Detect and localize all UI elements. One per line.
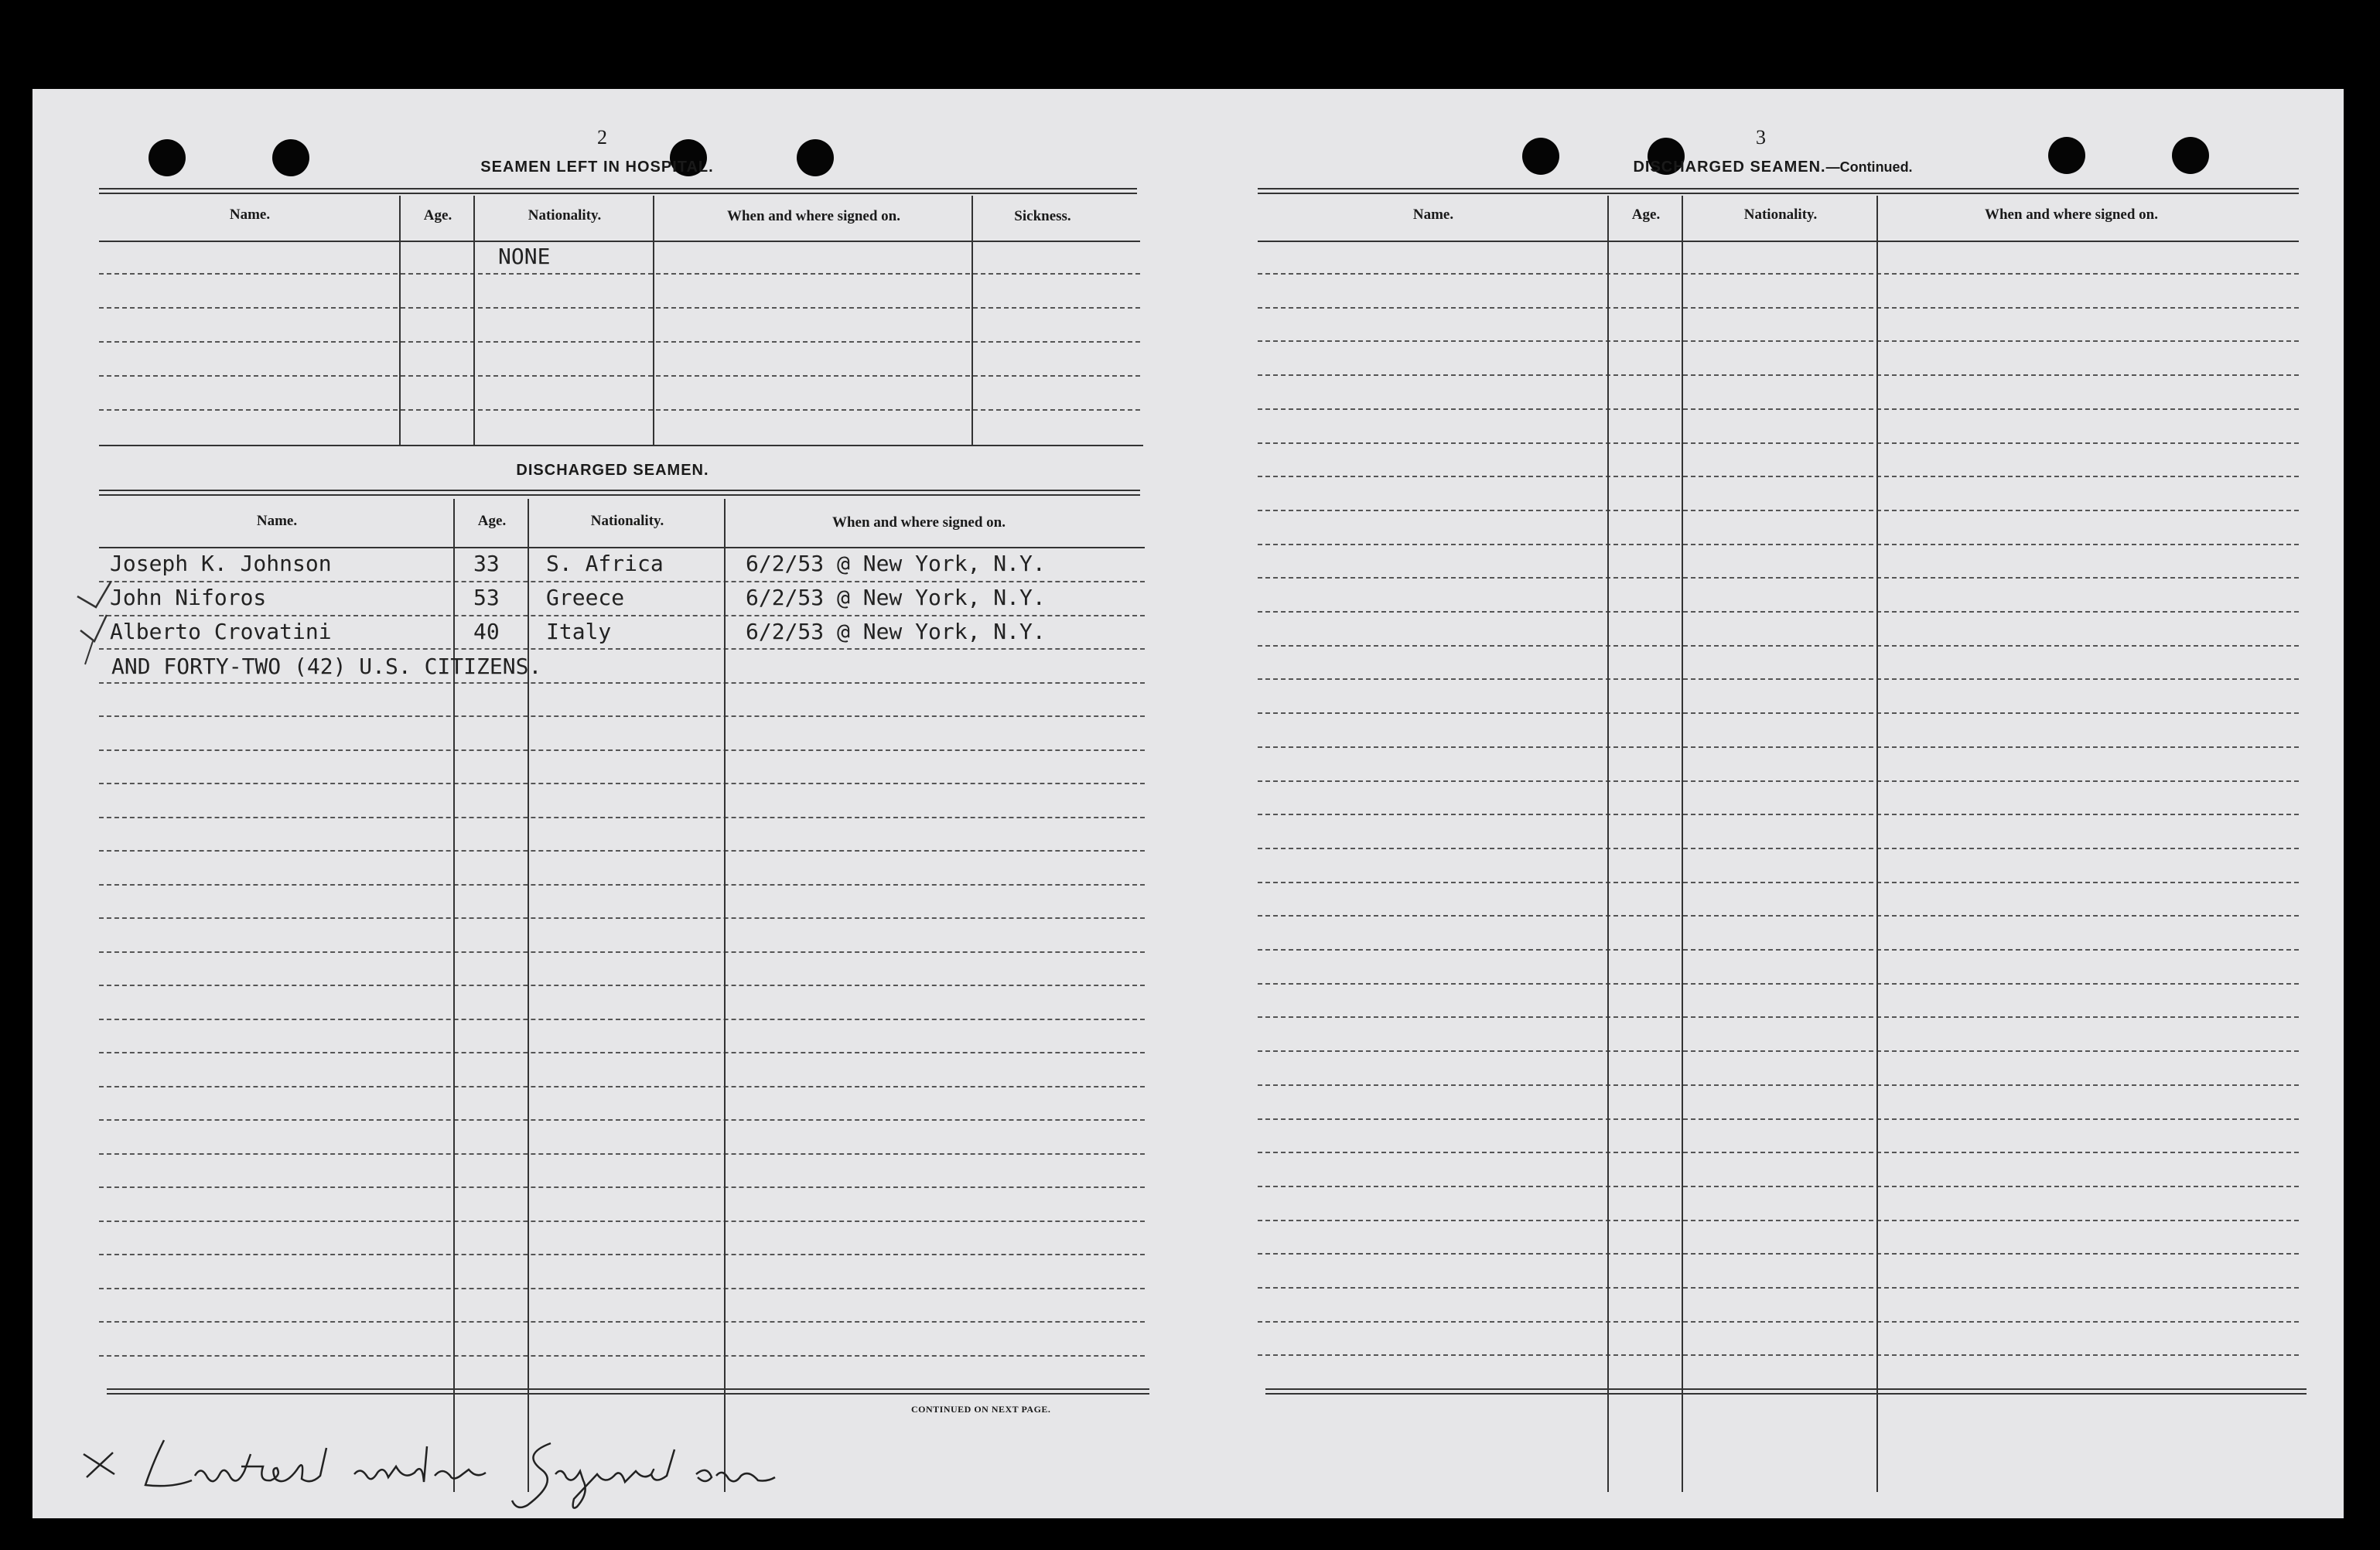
ruled-line: [1258, 374, 2299, 376]
ruled-line: [99, 1254, 1145, 1255]
hospital-col-signed-on: When and where signed on.: [726, 208, 900, 224]
ruled-line: [1258, 408, 2299, 410]
seaman-nationality: S. Africa: [546, 551, 664, 576]
seaman-nationality: Italy: [546, 619, 612, 644]
hospital-col-divider: [399, 196, 401, 445]
right-bottom-rule: [1265, 1388, 2307, 1395]
seaman-name: Alberto Crovatini: [110, 619, 332, 644]
ruled-line: [99, 615, 1145, 616]
ruled-line: [1258, 915, 2299, 917]
punch-hole: [272, 139, 309, 176]
right-page-number: 3: [1756, 126, 1766, 149]
discharged-bottom-rule: [107, 1388, 1149, 1395]
ruled-line: [99, 1321, 1145, 1323]
ruled-line: [1258, 1321, 2299, 1323]
ruled-line: [99, 850, 1145, 852]
ruled-line: [1258, 882, 2299, 883]
ruled-line: [1258, 1118, 2299, 1120]
ruled-line: [99, 1288, 1145, 1289]
seaman-signed-on: 6/2/53 @ New York, N.Y.: [746, 619, 1046, 644]
ruled-line: [99, 1086, 1145, 1087]
ruled-line: [1258, 510, 2299, 511]
ruled-line: [99, 1221, 1145, 1222]
right-top-rule: [1258, 188, 2299, 194]
hospital-col-name: Name.: [229, 207, 271, 223]
ruled-line: [1258, 1354, 2299, 1356]
ruled-line: [1258, 476, 2299, 477]
hospital-col-divider: [473, 196, 475, 445]
hospital-col-sickness: Sickness.: [1014, 208, 1071, 224]
punch-hole: [2048, 137, 2085, 174]
ruled-line: [99, 409, 1140, 411]
seaman-name: Joseph K. Johnson: [110, 551, 332, 576]
seaman-signed-on: 6/2/53 @ New York, N.Y.: [746, 551, 1046, 576]
ruled-line: [1258, 577, 2299, 579]
seaman-name: John Niforos: [110, 585, 267, 610]
continued-footer: CONTINUED ON NEXT PAGE.: [911, 1404, 1051, 1415]
document-sheet: [32, 89, 2344, 1518]
ruled-line: [99, 1355, 1145, 1357]
handwritten-note: [79, 1431, 821, 1516]
ruled-line: [1258, 544, 2299, 545]
ruled-line: [99, 1186, 1145, 1188]
right-col-divider: [1876, 196, 1878, 1492]
seaman-age: 33: [473, 551, 500, 576]
ruled-line: [99, 917, 1145, 919]
ruled-line: [1258, 983, 2299, 985]
ruled-line: [99, 648, 1145, 650]
ruled-line: [99, 682, 1145, 684]
ruled-line: [1258, 814, 2299, 815]
ruled-line: [1258, 1050, 2299, 1052]
discharged-col-nationality: Nationality.: [590, 513, 664, 529]
ruled-line: [99, 1019, 1145, 1020]
discharged-col-divider: [453, 499, 455, 1492]
discharged-header-rule: [99, 547, 1145, 548]
ruled-line: [1258, 949, 2299, 951]
left-page-number: 2: [597, 126, 607, 149]
ruled-line: [1258, 1220, 2299, 1221]
ruled-line: [1258, 848, 2299, 849]
seaman-age: 40: [473, 619, 500, 644]
discharged-col-age: Age.: [477, 513, 507, 529]
handwritten-note-text: × Listed under Signed on: [79, 1431, 87, 1432]
punch-hole: [1522, 138, 1559, 175]
discharged-col-name: Name.: [256, 513, 298, 529]
discharged-col-signed-on: When and where signed on.: [831, 514, 1006, 531]
ruled-line: [99, 1052, 1145, 1053]
hospital-section-title: SEAMEN LEFT IN HOSPITAL.: [480, 159, 714, 176]
hospital-top-rule: [99, 188, 1137, 194]
seaman-nationality: Greece: [546, 585, 625, 610]
ruled-line: [99, 749, 1145, 751]
right-header-rule: [1258, 241, 2299, 242]
ruled-line: [99, 375, 1140, 377]
us-citizens-note: AND FORTY-TWO (42) U.S. CITIZENS.: [111, 654, 542, 679]
check-mark-icon: [70, 581, 116, 666]
ruled-line: [99, 307, 1140, 309]
ruled-line: [99, 985, 1145, 986]
hospital-col-divider: [971, 196, 973, 445]
punch-hole: [2172, 137, 2209, 174]
ruled-line: [1258, 678, 2299, 680]
discharged-col-divider: [724, 499, 726, 1492]
ruled-line: [99, 581, 1145, 582]
hospital-col-divider: [653, 196, 654, 445]
right-title-suffix: —Continued.: [1825, 159, 1913, 175]
ruled-line: [99, 783, 1145, 784]
right-title-text: DISCHARGED SEAMEN.: [1633, 159, 1826, 176]
right-col-age: Age.: [1631, 207, 1661, 223]
ruled-line: [1258, 1253, 2299, 1255]
seaman-signed-on: 6/2/53 @ New York, N.Y.: [746, 585, 1046, 610]
punch-hole: [149, 139, 186, 176]
ruled-line: [1258, 1016, 2299, 1018]
right-col-divider: [1682, 196, 1683, 1492]
right-col-name: Name.: [1412, 207, 1454, 223]
right-col-divider: [1607, 196, 1609, 1492]
discharged-col-divider: [528, 499, 529, 1492]
ruled-line: [99, 884, 1145, 886]
right-section-title: [1595, 159, 1951, 176]
ruled-line: [1258, 442, 2299, 444]
ruled-line: [1258, 712, 2299, 714]
hospital-header-rule: [99, 241, 1140, 242]
discharged-top-rule: [99, 490, 1140, 496]
ruled-line: [1258, 1186, 2299, 1187]
ruled-line: [1258, 746, 2299, 748]
hospital-col-age: Age.: [423, 207, 452, 224]
ruled-line: [99, 273, 1140, 275]
ruled-line: [99, 715, 1145, 717]
ruled-line: [1258, 645, 2299, 647]
discharged-section-title: DISCHARGED SEAMEN.: [516, 462, 709, 479]
hospital-nationality-value: NONE: [498, 244, 551, 269]
ruled-line: [99, 1153, 1145, 1155]
ruled-line: [99, 951, 1145, 953]
ruled-line: [1258, 340, 2299, 342]
right-col-signed-on: When and where signed on.: [1984, 207, 2158, 223]
ruled-line: [99, 817, 1145, 818]
ruled-line: [1258, 780, 2299, 782]
ruled-line: [1258, 1152, 2299, 1153]
ruled-line: [1258, 1287, 2299, 1289]
ruled-line: [1258, 611, 2299, 613]
ruled-line: [1258, 273, 2299, 275]
seaman-age: 53: [473, 585, 500, 610]
right-col-nationality: Nationality.: [1743, 207, 1818, 223]
hospital-col-nationality: Nationality.: [528, 207, 602, 224]
hospital-bottom-rule: [99, 445, 1143, 446]
ruled-line: [1258, 307, 2299, 309]
ruled-line: [1258, 1084, 2299, 1086]
ruled-line: [99, 341, 1140, 343]
ruled-line: [99, 1119, 1145, 1121]
